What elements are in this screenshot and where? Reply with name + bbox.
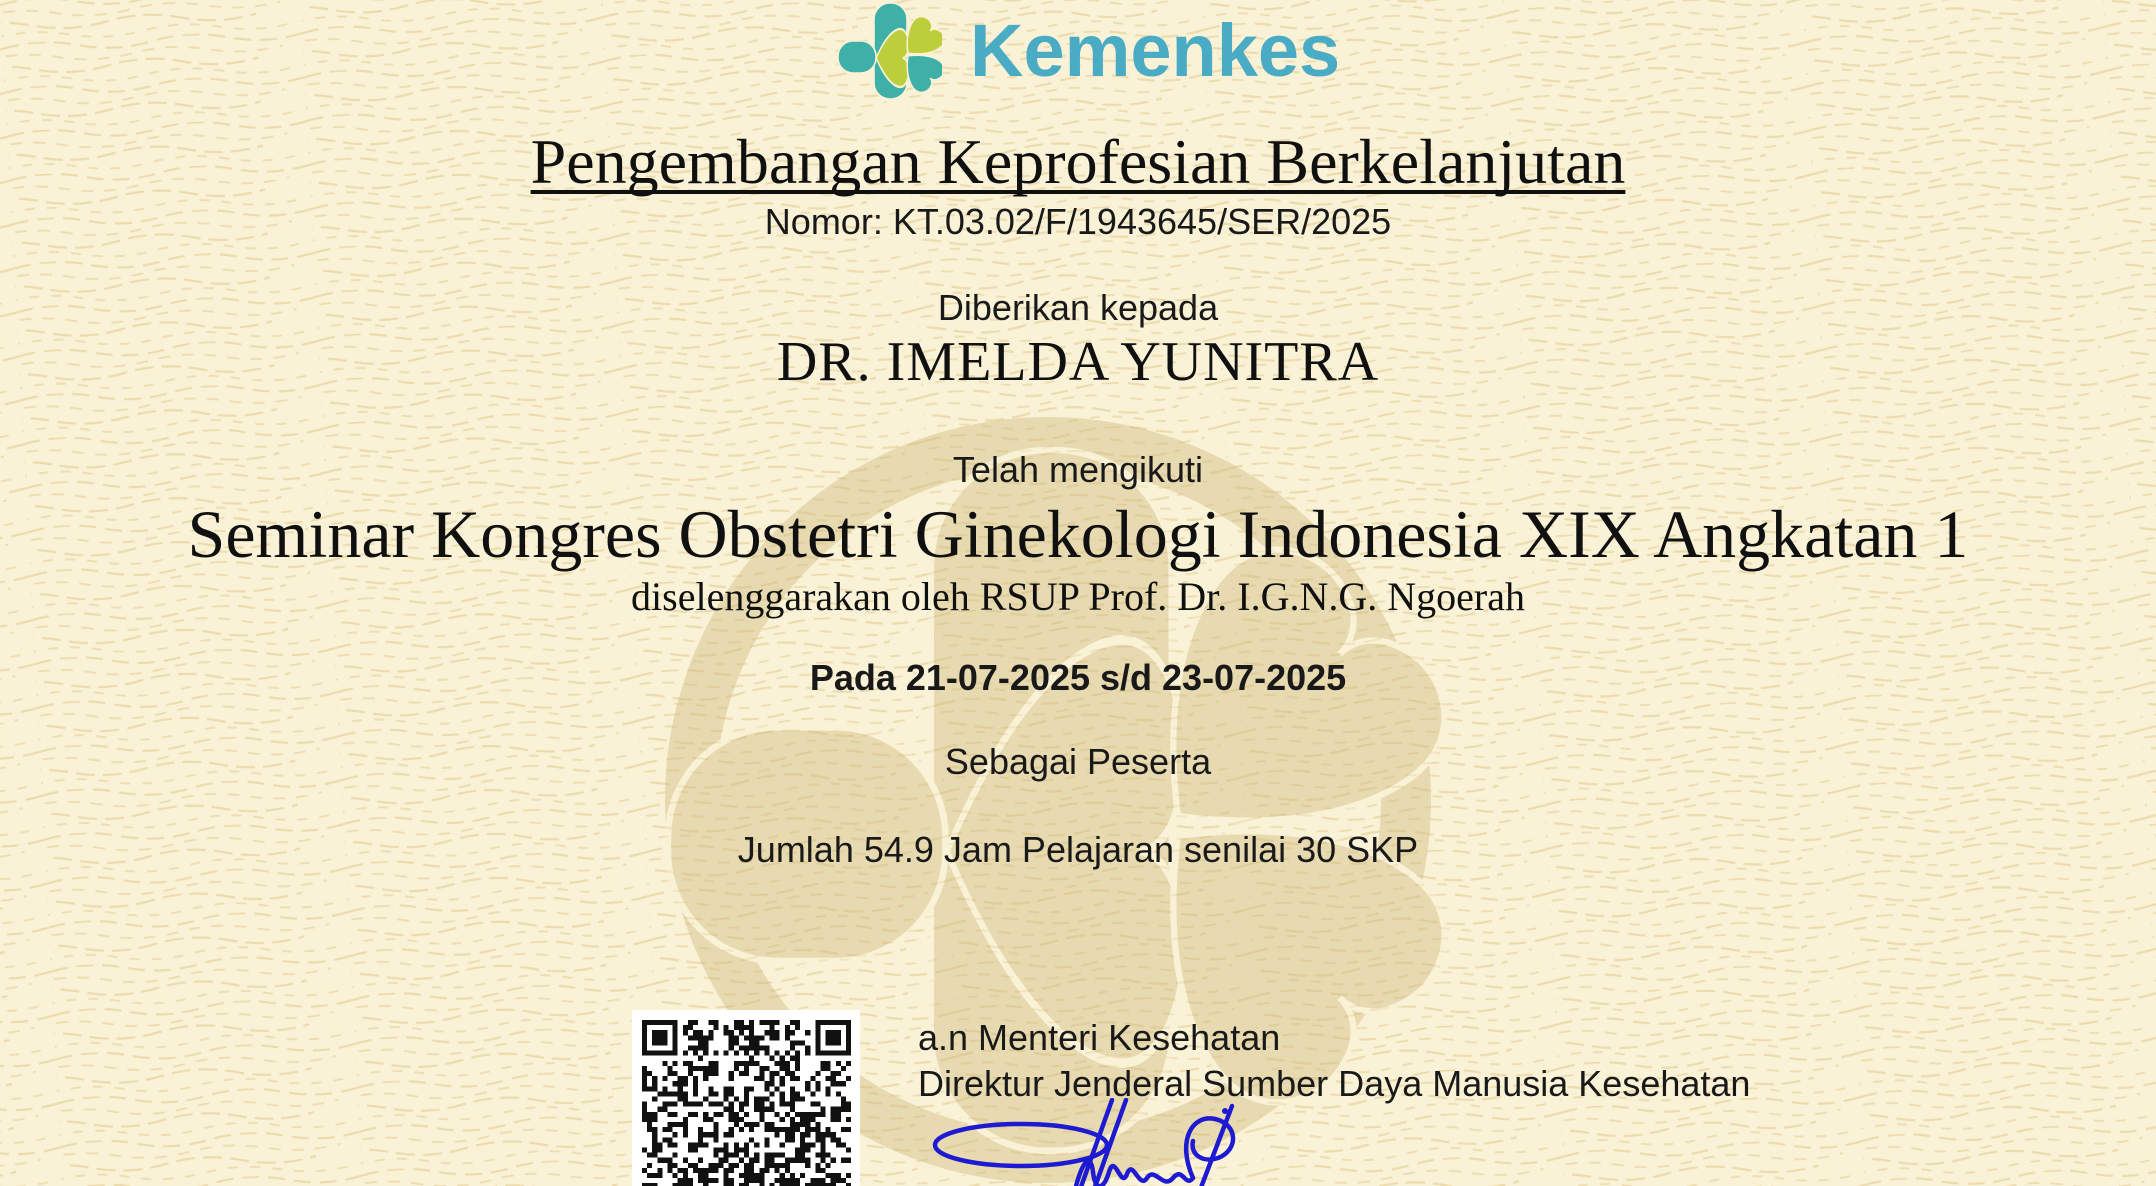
qr-code <box>632 1010 860 1186</box>
signatory-position: Direktur Jenderal Sumber Daya Manusia Kesehatan <box>918 1063 1751 1104</box>
event-title: Seminar Kongres Obstetri Ginekologi Indonesia XIX Angkatan 1 <box>187 496 1969 572</box>
certificate-number: Nomor: KT.03.02/F/1943645/SER/2025 <box>764 201 1392 242</box>
event-date-line: Pada 21-07-2025 s/d 23-07-2025 <box>809 657 1347 698</box>
role-line: Sebagai Peserta <box>944 741 1212 782</box>
brand-name: Kemenkes <box>970 9 1341 92</box>
attended-label: Telah mengikuti <box>952 449 1204 490</box>
organizer-line: diselenggarakan oleh RSUP Prof. Dr. I.G.N.G. Ngoerah <box>631 574 1525 619</box>
recipient-name: DR. IMELDA YUNITRA <box>776 331 1380 393</box>
kemenkes-clover-icon <box>838 3 942 99</box>
credit-line: Jumlah 54.9 Jam Pelajaran senilai 30 SKP <box>737 829 1419 870</box>
given-to-label: Diberikan kepada <box>937 287 1219 328</box>
header-brand <box>0 0 2156 104</box>
signature-scribble <box>925 1098 1270 1186</box>
signatory-on-behalf: a.n Menteri Kesehatan <box>918 1017 1281 1058</box>
certificate-title: Pengembangan Keprofesian Berkelanjutan <box>530 126 1626 197</box>
